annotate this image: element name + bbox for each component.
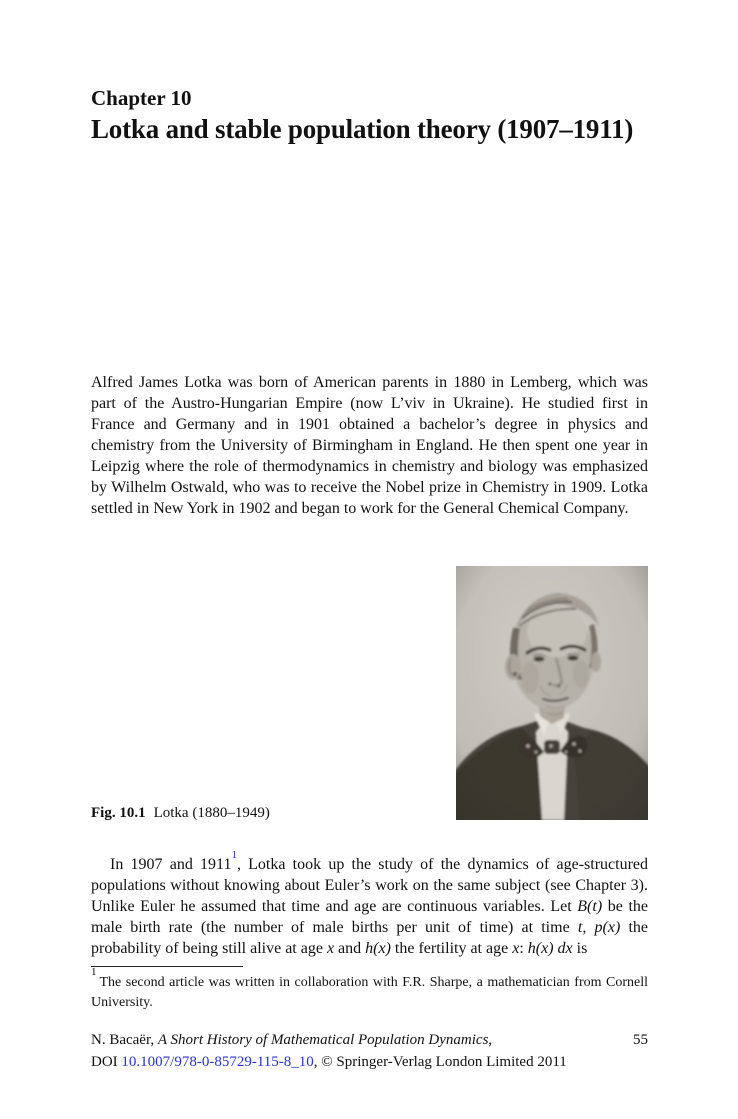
text-segment: and [334,940,366,957]
footnote-ref-link[interactable]: 1 [231,848,237,861]
text-segment: , [582,919,595,936]
math-term: B(t) [577,898,603,915]
text-segment: the probability of being still alive at age [91,919,649,957]
figure-caption-text: Lotka (1880–1949) [153,805,270,821]
text-segment: is [572,940,588,957]
math-term: t [577,919,583,936]
page-footer [91,1029,648,1073]
math-term: p(x) [594,919,621,936]
lotka-portrait-photo [456,566,648,820]
paragraph-biography: Alfred James Lotka was born of American parents in 1880 in Lemberg, which was part of the Austro-Hungarian Empire (now L’viv in Ukraine). He studied first in France and Germany and in 1901 obtained a bachelor’s degree in physics and chemistry from the University of Birmingham in England. He then spent one year in Leipzig where the role of thermodynamics in chemistry and biology was emphasized by Wilhelm Ostwald, who was to receive the Nobel prize in Chemistry in 1909. Lotka settled in New York in 1902 and began to work for the General Chemical Company. [91,374,648,517]
text-segment: , Lotka took up the study of the dynamics of age-structured populations without knowing about Euler’s work on the same subject (see Chapter 3). Unlike Euler he assumed that time and age are continuous variables. Let [91,856,648,915]
math-term: h(x) [365,940,391,957]
text-segment: In 1907 and 1911 [110,856,232,873]
footnote-rule [91,966,243,967]
chapter-title: Lotka and stable population theory (1907–1911) [91,114,634,144]
footnote-text: The second article was written in collaboration with F.R. Sharpe, a mathematician from Cornell University. [91,975,648,1010]
footer-comma: , [488,1032,493,1048]
running-footer-citation [91,1029,492,1051]
footer-doi-line [91,1051,648,1073]
doi-link[interactable]: 10.1007/978-0-85729-115-8_10 [121,1054,314,1070]
page-number: 55 [633,1032,648,1048]
paragraph-lotka-study [91,848,649,959]
footer-copyright: , © Springer-Verlag London Limited 2011 [313,1054,567,1070]
chapter-number: Chapter 10 [91,86,192,110]
footnote-marker: 1 [91,966,97,979]
math-term: x [326,940,335,957]
text-segment: be the male birth rate (the number of male births per unit of time) at time [91,898,649,936]
doi-label: DOI [91,1054,122,1070]
portrait-illustration [456,566,648,820]
figure-caption [91,803,451,823]
footer-book-title: A Short History of Mathematical Population Dynamics [157,1032,489,1048]
footnote [91,966,648,1013]
text-segment: : [519,940,528,957]
footer-author: N. Bacaër, [91,1032,158,1048]
math-term: x [512,940,520,957]
figure-caption-label: Fig. 10.1 [91,805,146,821]
text-segment: the fertility at age [390,940,513,957]
math-term: h(x) dx [527,940,573,957]
